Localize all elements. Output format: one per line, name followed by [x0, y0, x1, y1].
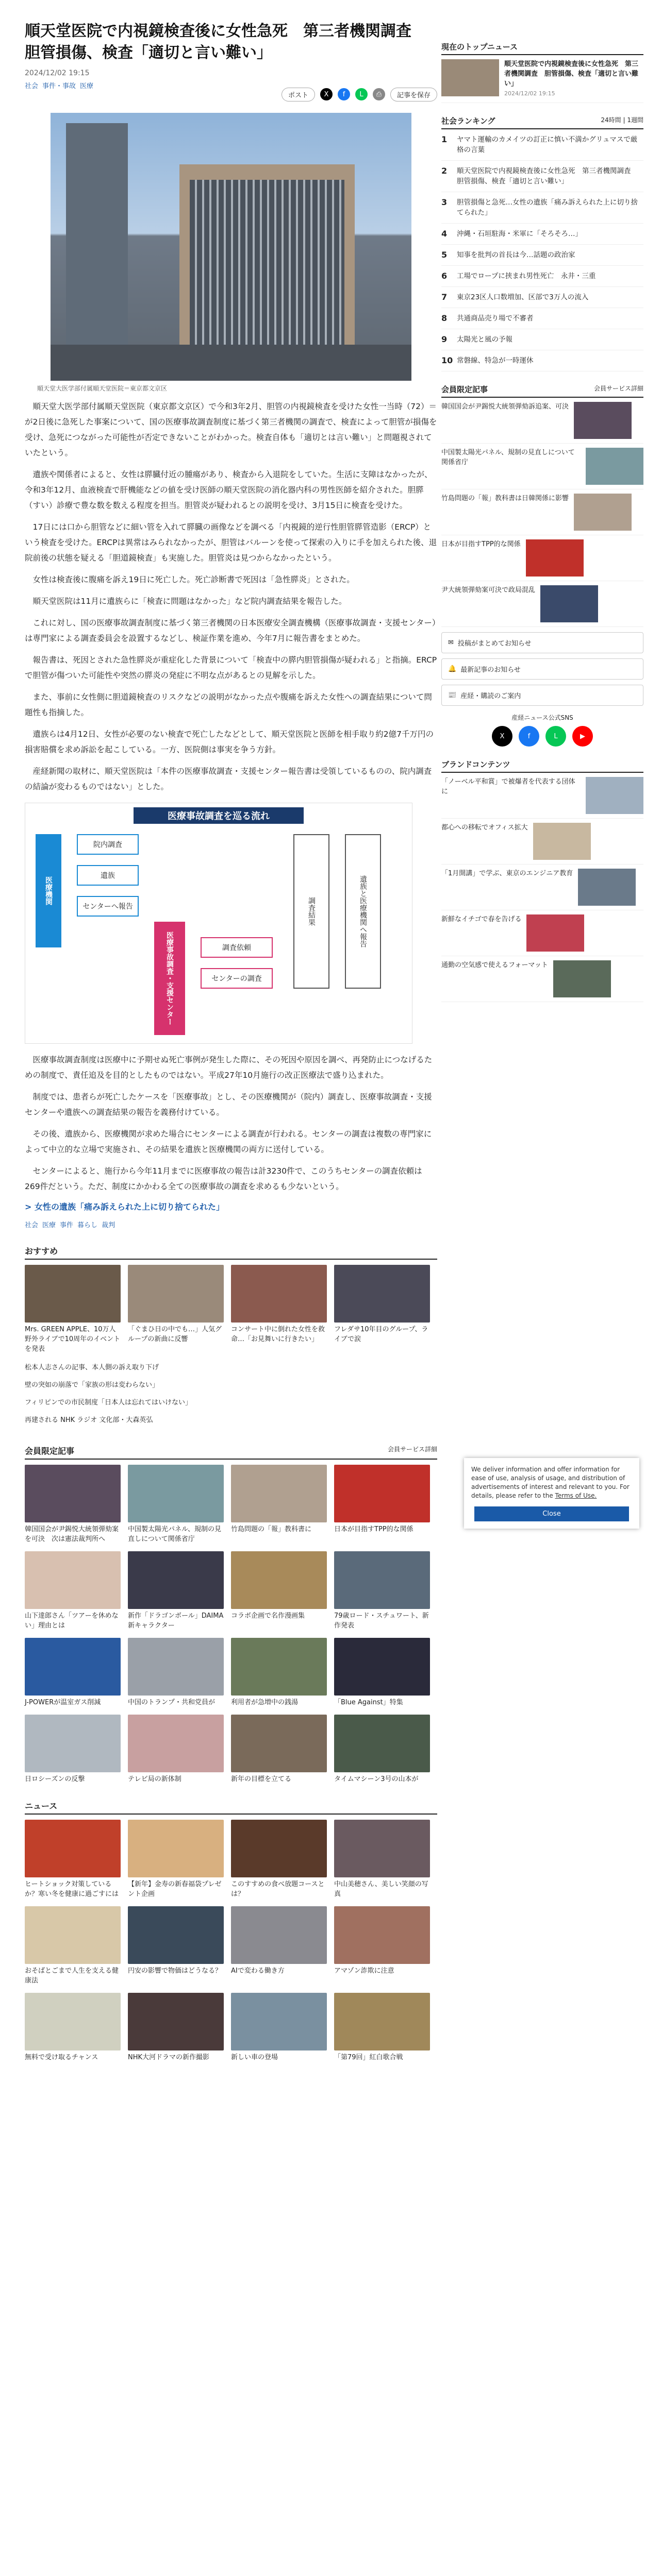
- article-paragraph: また、事前に女性側に胆道鏡検査のリスクなどの説明がなかった点や腹痛を訴えた女性への調査結果について問題性も指摘した。: [25, 692, 432, 717]
- ranking-item[interactable]: 8 共通商品売り場で不審者: [441, 308, 643, 329]
- member-item[interactable]: 韓国国会が尹錫悦大統領弾劾訴追案、可決: [441, 398, 643, 444]
- latest-card[interactable]: 79歳ロード・スチュワート、新作発表: [334, 1551, 430, 1631]
- x-icon[interactable]: X: [492, 726, 512, 747]
- ranking-item[interactable]: 4 沖縄・石垣駐海・米軍に「そろそろ…」: [441, 224, 643, 245]
- ad-card[interactable]: 中山美穂さん、美しい笑顔の写真: [334, 1820, 430, 1899]
- latest-card[interactable]: 日ロシーズンの反撃: [25, 1715, 121, 1784]
- latest-card[interactable]: 日本が目指すTPP的な関係: [334, 1465, 430, 1544]
- recommend-card[interactable]: フレダサ10年目のグループ、ライブで涙: [334, 1265, 430, 1354]
- article-paragraph: 遺族や関係者によると、女性は膵臓付近の腫瘍があり、検査から入退院をしていた。生活に支障はなかったが、令和3年12月、血液検査で肝機能などの値を受け医師の順天堂医院の消化器内科の男性医師を紹介された。胆膵（すい）診療で豊な数を数える程度を担当。胆管炎が疑われるとの説明を受け、3月15日に検査を受けた。: [25, 470, 433, 510]
- figure-node: センターの調査: [201, 968, 273, 989]
- sns-heading: 産経ニュース公式SNS: [511, 714, 573, 721]
- recommend-link[interactable]: フィリピンでの市民制度「日本人は忘れてはいけない」: [25, 1399, 192, 1406]
- top-news-thumb: [441, 59, 499, 96]
- article-paragraph: 17日には口から胆管などに細い管を入れて膵臓の画像などを調べる「内視鏡的逆行性胆管膵管造影（ERCP）という検査を受けた。ERCPは異常はみられなかったが、胆管はバルーンを使って探索の入りに手を加えられた後、退院前後の状態を疑える「胆道鏡検査」も実施した。胆管炎は見つからなかったという。: [25, 522, 437, 563]
- recommend-link[interactable]: 壁の突如の崩落で「家族の形は変わらない」: [25, 1381, 159, 1389]
- ads-heading: ニュース: [25, 1801, 58, 1811]
- member-heading: 会員限定記事: [441, 385, 488, 394]
- brand-item[interactable]: 新鮮なイチゴで春を告げる: [441, 910, 643, 956]
- recommend-link[interactable]: 松本人志さんの記事、本人側の訴え取り下げ: [25, 1364, 159, 1371]
- ranking-item[interactable]: 9 太陽光と風の予報: [441, 329, 643, 350]
- recommend-heading: おすすめ: [25, 1246, 58, 1256]
- recommend-list: [25, 1359, 437, 1429]
- sidebar: 現在のトップニュース 順天堂医院で内視鏡検査後に女性急死 第三者機関調査 胆管損傷、検査「適切と言い難い」 2024/12/02 19:15 社会ランキング 24時間 | 1週間 1 ヤマト運輸のカメイツの訂正に慎い不満かグリュマスで厳格の言葉 2 順天堂医院で内視鏡検査後に女性急死 第三者機関調査 胆管損傷、検査「適切と言い難い」 3 胆管損傷と急死…女性の遺族「痛み訴えられた上に切り捨てられた」 4 沖縄・石垣駐海・米軍に「そろそろ…」 5 知事を批判の首長は今…話題の政治家 6 工場でロープに挟まれ男性死亡 永井・三重 7 東京23区人口数増加、区部で3万人の流入 8 共通商品売り場で不審者 9 太陽光と風の予報 10 常磐線、特急が一時運休 会員限定記事 会員サービス詳細 韓国国会が尹錫悦大統領弾劾訴追案、可決 中国製太陽光パネル、規制の見直しについて関係省庁 竹島問題の「報」教科書は日韓関係に影響 日本が目指すTPP的な関係 尹大統領弾劾案可決で政局混乱 ✉ 投稿がまとめてお知らせ 🔔 最新記事のお知らせ 📰 産経・購読のご案内 産経ニュース公式SNS X f L ▶ ブランドコンテンツ 「ノーベル平和賞」で被爆者を代表する団体に 都心への移転でオフィス拡大 「1月開講」で学ぶ、東京のエンジニア教育 新鮮なイチゴで春を告げる 通勤の空気感で使えるフォーマット: [441, 21, 643, 1002]
- recommend-card[interactable]: Mrs. GREEN APPLE、10万人野外ライブで10周年のイベントを発表: [25, 1265, 121, 1354]
- article-paragraph: センターによると、施行から今年11月までに医療事故の報告は計3230件で、このうちセンターの調査依頼は269件だという。ただ、制度にかかわる全ての医療事故の調査を求めるも少ないという。: [25, 1166, 422, 1191]
- flow-figure: [25, 803, 412, 1044]
- latest-section: [25, 1445, 437, 1784]
- subscribe-button[interactable]: 📰 産経・購読のご案内: [441, 685, 643, 706]
- latest-card[interactable]: 「Blue Against」特集: [334, 1638, 430, 1707]
- figure-title: 医療事故調査を巡る流れ: [134, 807, 304, 824]
- ad-card[interactable]: アマゾン詐欺に注意: [334, 1906, 430, 1986]
- recommend-link[interactable]: 再建される NHK ラジオ 文化部・大森英弘: [25, 1416, 153, 1424]
- figure-node: 調査結果: [293, 834, 329, 989]
- newspaper-icon: 📰: [448, 691, 457, 699]
- save-button[interactable]: 記事を保存: [390, 88, 437, 101]
- ranking-item[interactable]: 2 順天堂医院で内視鏡検査後に女性急死 第三者機関調査 胆管損傷、検査「適切と言い難い」: [441, 161, 643, 192]
- brand-item[interactable]: 「ノーベル平和賞」で被爆者を代表する団体に: [441, 773, 643, 819]
- print-icon[interactable]: ⎙: [373, 88, 385, 100]
- latest-more-link[interactable]: 会員サービス詳細: [387, 1446, 437, 1453]
- rank-tab-24h[interactable]: 24時間: [601, 116, 621, 124]
- article-paragraph: 順天堂大医学部付属順天堂医院（東京都文京区）で今和3年2月、胆管の内視鏡検査を受けた女性一当時（72）＝が2日後に急死した事案について、国の医療事故調査制度に基づく第三者機関の調査で、検査によって胆管が損傷を受け、急死につながった可能性が否定できないことがわかった。検査自体も「適切とは言い難い」と問題視されていたという。: [25, 402, 437, 457]
- building-windows: [190, 180, 344, 345]
- tag-link[interactable]: 暮らし: [77, 1222, 98, 1229]
- ad-card[interactable]: 無料で受け取るチャンス: [25, 1993, 121, 2062]
- latest-card[interactable]: コラボ企画で名作漫画集: [231, 1551, 327, 1631]
- latest-notify-button[interactable]: 🔔 最新記事のお知らせ: [441, 658, 643, 680]
- youtube-icon[interactable]: ▶: [572, 726, 593, 747]
- ranking-item[interactable]: 5 知事を批判の首長は今…話題の政治家: [441, 245, 643, 266]
- latest-card[interactable]: 新作「ドラゴンボール」DAIMA新キャラクター: [128, 1551, 224, 1631]
- latest-heading: 会員限定記事: [25, 1446, 75, 1456]
- brand-item[interactable]: 通勤の空気感で使えるフォーマット: [441, 956, 643, 1002]
- brand-heading: ブランドコンテンツ: [441, 760, 510, 769]
- terms-link[interactable]: Terms of Use.: [555, 1492, 597, 1499]
- figure-node: 調査依頼: [201, 937, 273, 958]
- sns-icons: [441, 726, 643, 747]
- ad-card[interactable]: AIで変わる働き方: [231, 1906, 327, 1986]
- member-item[interactable]: 日本が目指すTPP的な関係: [441, 535, 643, 581]
- tag-link[interactable]: 裁判: [102, 1222, 115, 1229]
- member-item[interactable]: 中国製太陽光パネル、規制の見直しについて関係省庁: [441, 444, 643, 489]
- latest-card[interactable]: テレビ局の新体制: [128, 1715, 224, 1784]
- article-paragraph: 報告書は、死因とされた急性膵炎が重症化した背景について「検査中の膵内胆管損傷が疑われる」と指摘。ERCPで胆管が傷ついた可能性や突然の膵炎の発症に不明な点があるとの見解を示した。: [25, 655, 437, 680]
- recommend-section: [25, 1245, 437, 1429]
- tag-link[interactable]: 事件: [60, 1222, 74, 1229]
- figure-node: 医療機関: [36, 834, 61, 947]
- x-icon[interactable]: X: [320, 88, 333, 100]
- recommend-card[interactable]: コンサート中に倒れた女性を救命…「お見舞いに行きたい」: [231, 1265, 327, 1354]
- tag-list: [25, 1219, 437, 1229]
- figure-node: 遺族: [77, 865, 139, 886]
- article-paragraph: 産経新聞の取材に、順天堂医院は「本件の医療事故調査・支援センター報告書は受領しているものの、院内調査の結論が変わるものではない」とした。: [25, 767, 432, 791]
- ranking-heading: 社会ランキング: [441, 116, 495, 126]
- mail-icon: ✉: [448, 639, 454, 647]
- latest-card[interactable]: 新年の目標を立てる: [231, 1715, 327, 1784]
- recommend-card[interactable]: 「ぐまひ日の中でも…」人気グループの新曲に反響: [128, 1265, 224, 1354]
- line-icon[interactable]: L: [355, 88, 368, 100]
- recommend-grid: [25, 1265, 437, 1354]
- article-title: 順天堂医院で内視鏡検査後に女性急死 第三者機関調査 胆管損傷、検査「適切と言い難い」: [25, 22, 427, 62]
- figure-node: 院内調査: [77, 834, 139, 855]
- ranking-item[interactable]: 6 工場でロープに挟まれ男性死亡 永井・三重: [441, 266, 643, 287]
- category-link[interactable]: 医療: [80, 82, 94, 90]
- tower-shape: [66, 123, 128, 381]
- bell-icon: 🔔: [448, 665, 457, 673]
- latest-card[interactable]: 山下達郎さん「ツアーを休めない」理由とは: [25, 1551, 121, 1631]
- article-paragraph: その後、遺族から、医療機関が求めた場合にセンターによる調査が行われる。センターの調査は複数の専門家によって中立的な立場で実施され、その結果を遺族と医療機関の両方に送付している。: [25, 1129, 432, 1154]
- post-button[interactable]: ポスト: [282, 88, 315, 101]
- ranking-item[interactable]: 7 東京23区人口数増加、区部で3万人の流入: [441, 287, 643, 308]
- facebook-icon[interactable]: f: [519, 726, 539, 747]
- article-paragraph: 女性は検査後に腹痛を訴え19日に死亡した。死亡診断書で死因は「急性膵炎」とされた。: [32, 575, 355, 584]
- brand-item[interactable]: 「1月開講」で学ぶ、東京のエンジニア教育: [441, 865, 643, 910]
- top-news-item[interactable]: 順天堂医院で内視鏡検査後に女性急死 第三者機関調査 胆管損傷、検査「適切と言い難い」 2024/12/02 19:15: [441, 55, 643, 103]
- ad-card[interactable]: 円安の影響で物価はどうなる？: [128, 1906, 224, 1986]
- ad-card[interactable]: このすすめの食べ放題コースとは？: [231, 1820, 327, 1899]
- rank-tab-week[interactable]: 1週間: [627, 116, 643, 124]
- category-link[interactable]: 社会: [25, 82, 39, 90]
- tag-link[interactable]: 医療: [42, 1222, 56, 1229]
- article-paragraph: 順天堂医院は11月に遺族らに「検査に問題はなかった」など院内調査結果を報告した。: [32, 597, 347, 606]
- ad-card[interactable]: 【新年】金寿の新春福袋プレゼント企画: [128, 1820, 224, 1899]
- facebook-icon[interactable]: f: [338, 88, 350, 100]
- ad-card[interactable]: ヒートショック対策しているか？寒い冬を健康に過ごすには: [25, 1820, 121, 1899]
- notify-button[interactable]: ✉ 投稿がまとめてお知らせ: [441, 632, 643, 653]
- related-link[interactable]: > 女性の遺族「痛み訴えられた上に切り捨てられた」: [25, 1202, 224, 1212]
- latest-card[interactable]: J-POWERが温室ガス削減: [25, 1638, 121, 1707]
- latest-card[interactable]: 韓国国会が尹錫悦大統領弾劾案を可決 次は憲法裁判所へ: [25, 1465, 121, 1544]
- latest-grid: [25, 1465, 437, 1784]
- ranking-item[interactable]: 3 胆管損傷と急死…女性の遺族「痛み訴えられた上に切り捨てられた」: [441, 192, 643, 224]
- ad-card[interactable]: NHK大河ドラマの新作撮影: [128, 1993, 224, 2062]
- brand-item[interactable]: 都心への移転でオフィス拡大: [441, 819, 643, 865]
- latest-card[interactable]: 利用者が急増中の銭湯: [231, 1638, 327, 1707]
- ranking-item[interactable]: 10 常磐線、特急が一時運休: [441, 350, 643, 371]
- figure-node: 遺族と医療機関へ報告: [345, 834, 381, 989]
- line-icon[interactable]: L: [545, 726, 566, 747]
- article-paragraph: 制度では、患者らが死亡したケースを「医療事故」とし、その医療機関が（院内）調査し、医療事故調査・支援センターや遺族への調査結果の報告を義務付けている。: [25, 1092, 432, 1117]
- article-date: 2024/12/02 19:15: [25, 69, 90, 77]
- article-paragraph: 医療事故調査制度は医療中に予期せぬ死亡事例が発生した際に、その死因や原因を調べ、再発防止につなげるための制度で、責任追及を目的としたものではない。平成27年10月施行の改正医療法で盛り込まれた。: [25, 1055, 433, 1080]
- tag-link[interactable]: 社会: [25, 1222, 39, 1229]
- top-news-heading: 現在のトップニュース: [441, 42, 518, 52]
- figure-node: 医療事故調査・支援センター: [154, 922, 185, 1035]
- ad-card[interactable]: おそばとごまで人生を支える健康法: [25, 1906, 121, 1986]
- ads-section: [25, 1800, 437, 2062]
- cookie-close-button[interactable]: Close: [474, 1506, 629, 1521]
- article-paragraph: 遺族らは4月12日、女性が必要のない検査で死亡したなどとして、順天堂医院と医師を相手取り約2億7千万円の損害賠償を求め訴訟を起こしている。一方、医院側は事実を争う方針。: [25, 730, 434, 754]
- member-item[interactable]: 竹島問題の「報」教科書は日韓関係に影響: [441, 489, 643, 535]
- main-column: [25, 21, 437, 2062]
- member-more-link[interactable]: 会員サービス詳細: [593, 385, 643, 392]
- cookie-banner: [464, 1458, 639, 1529]
- photo-caption: 順天堂大医学部付属順天堂医院＝東京都文京区: [37, 385, 168, 392]
- category-link[interactable]: 事件・事故: [42, 82, 76, 90]
- cookie-text: We deliver information and offer information for ease of use, analysis of usage, and distribution of advertisements of interest and relevant to you. For details, please refer to the: [471, 1466, 630, 1499]
- latest-card[interactable]: 中国製太陽光パネル、規制の見直しについて関係省庁: [128, 1465, 224, 1544]
- latest-card[interactable]: タイムマシーン3号の山本が: [334, 1715, 430, 1784]
- article-paragraph: これに対し、国の医療事故調査制度に基づく第三者機関の日本医療安全調査機構（医療事故調査・支援センター）は専門家による調査委員会を設置するなどし、検証作業を進め、今年7月に報告書をまとめた。: [25, 618, 436, 643]
- ranking-list: [441, 129, 643, 371]
- ads-grid: [25, 1820, 437, 2062]
- street-shape: [51, 345, 411, 381]
- member-item[interactable]: 尹大統領弾劾案可決で政局混乱: [441, 581, 643, 627]
- latest-card[interactable]: 中国のトランプ・共和党員が: [128, 1638, 224, 1707]
- hospital-photo: [51, 113, 411, 381]
- figure-node: センターへ報告: [77, 896, 139, 917]
- ad-card[interactable]: 新しい車の登場: [231, 1993, 327, 2062]
- ad-card[interactable]: 「第79回」紅白歌合戦: [334, 1993, 430, 2062]
- latest-card[interactable]: 竹島問題の「報」教科書に: [231, 1465, 327, 1544]
- ranking-item[interactable]: 1 ヤマト運輸のカメイツの訂正に慎い不満かグリュマスで厳格の言葉: [441, 129, 643, 161]
